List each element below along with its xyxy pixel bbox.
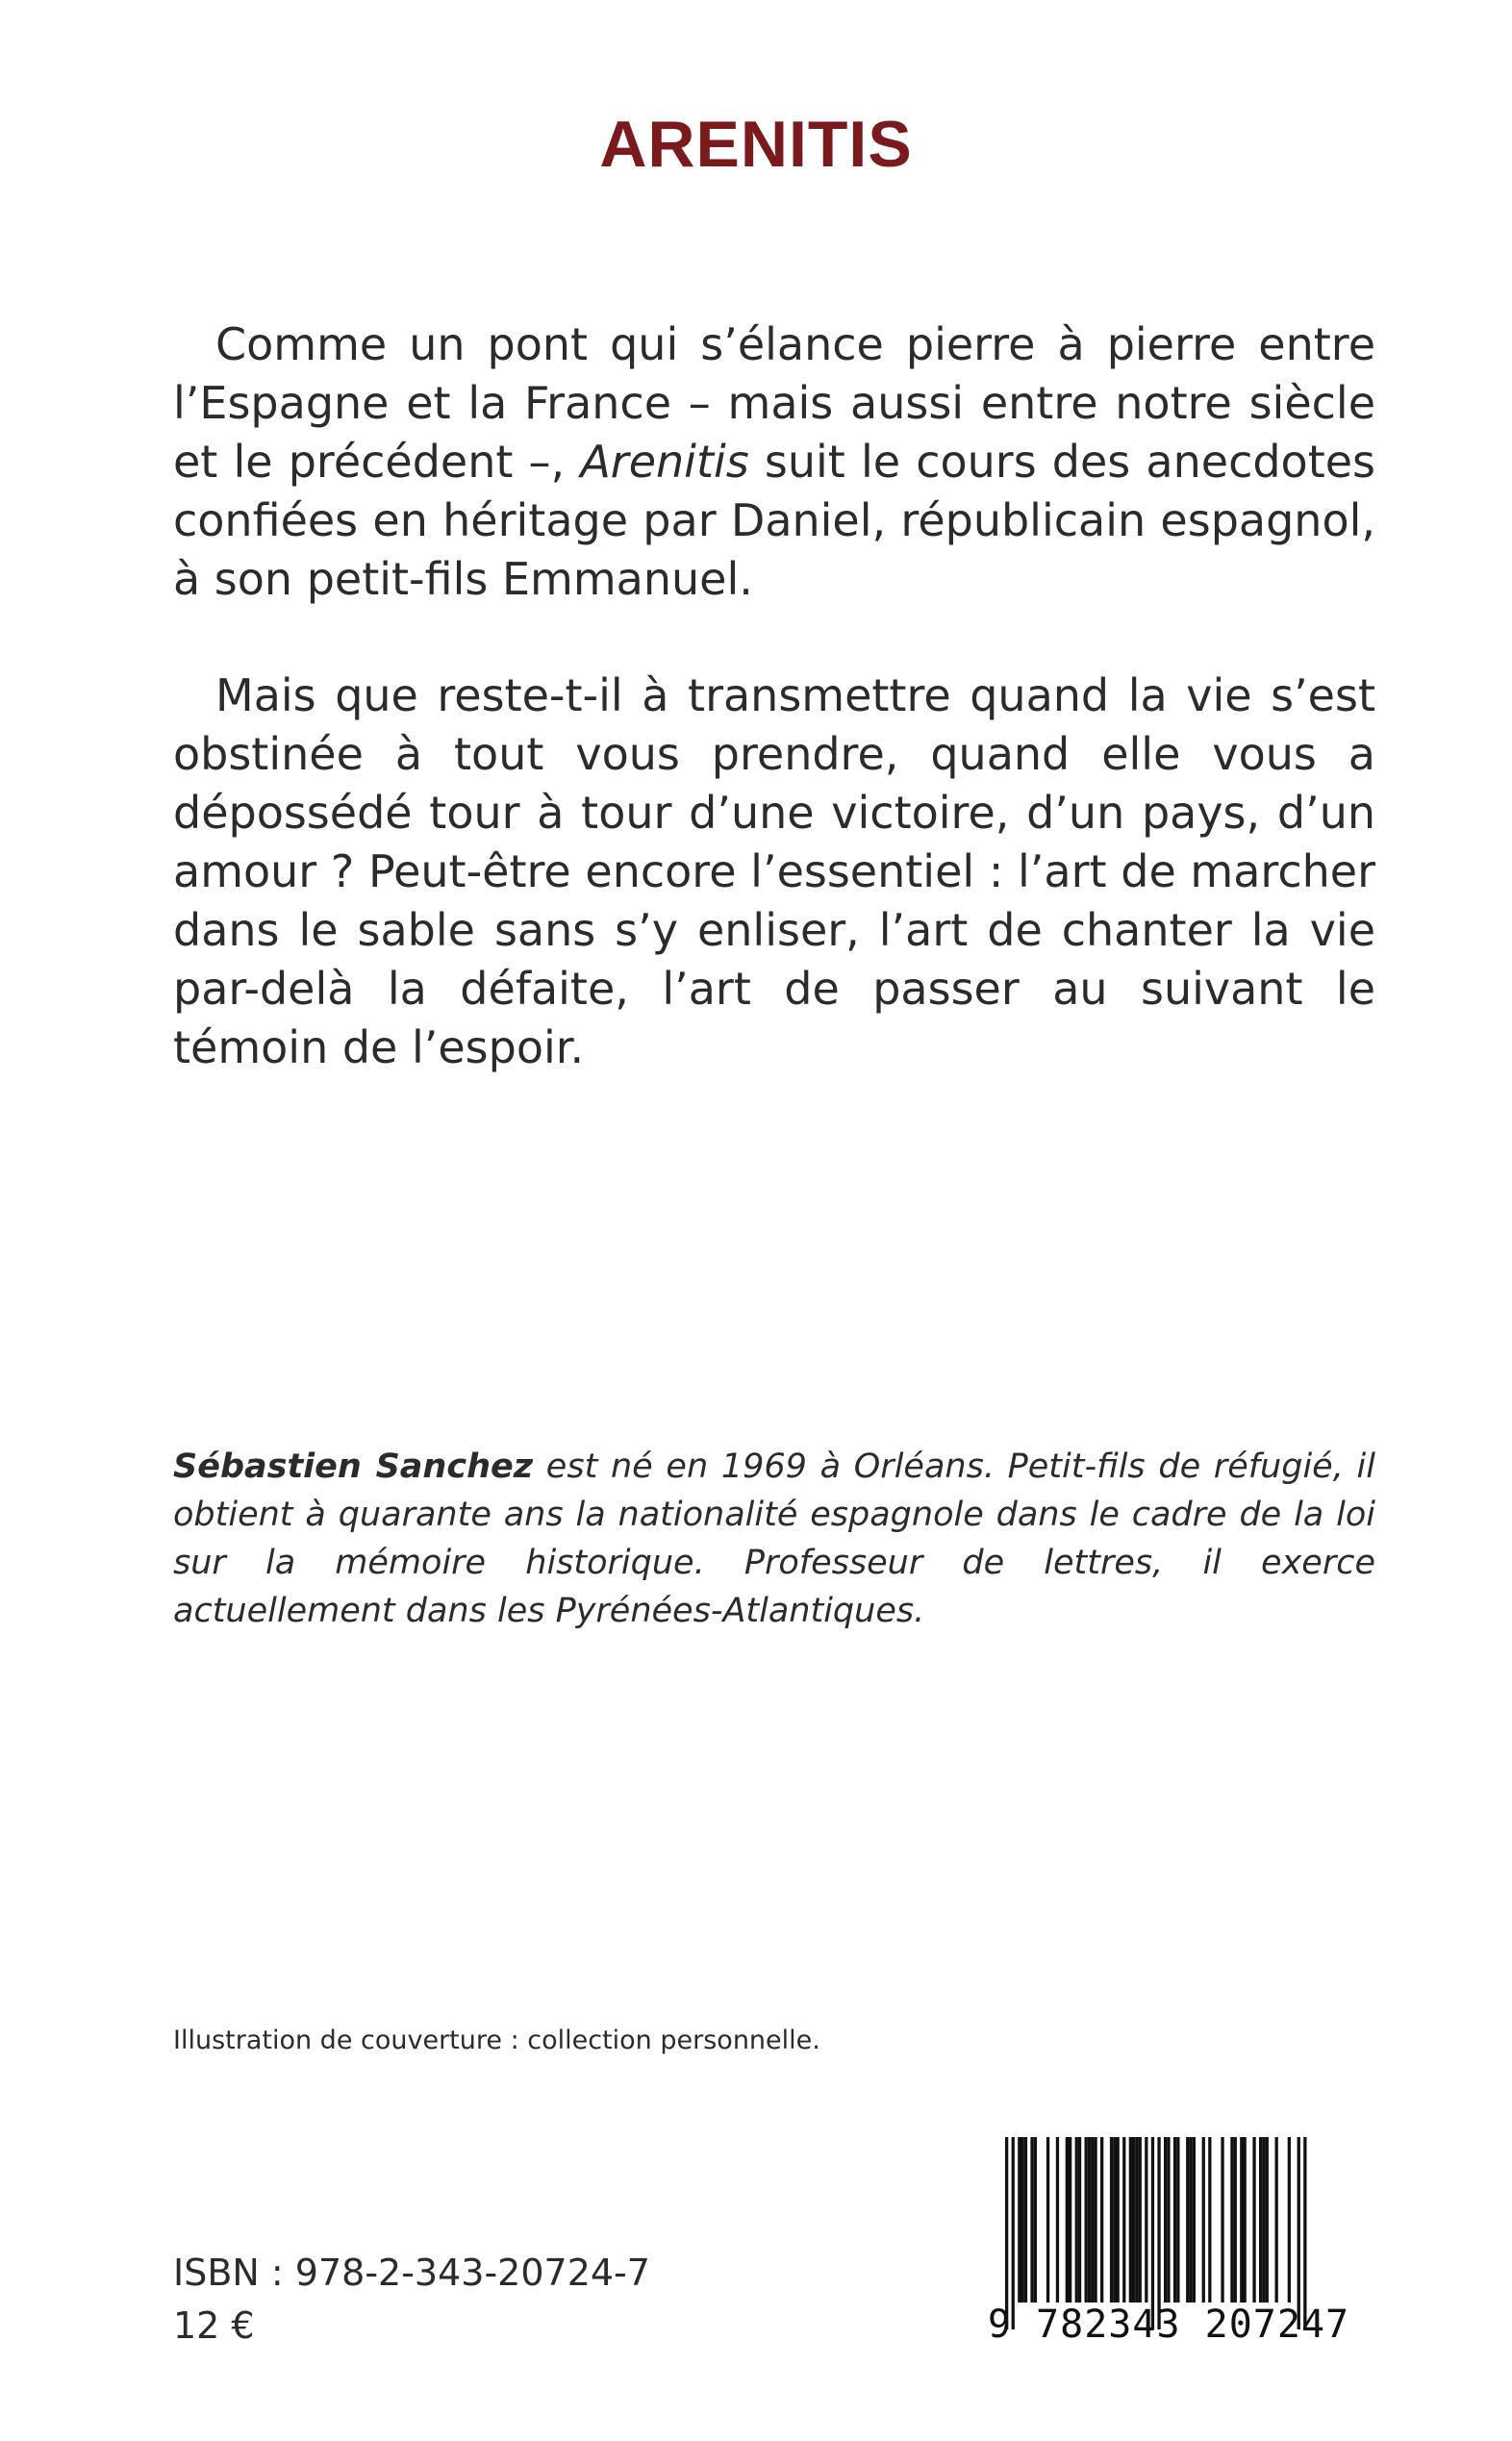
barcode-bar <box>1145 2137 1147 2303</box>
isbn-label: ISBN : 978-2-343-20724-7 <box>173 2252 650 2294</box>
barcode-bar <box>1066 2137 1069 2303</box>
barcode-bar <box>1075 2137 1078 2303</box>
blurb-paragraph-1 <box>173 315 1375 609</box>
barcode-bar <box>1266 2137 1269 2303</box>
barcode-bar <box>1259 2137 1262 2303</box>
barcode-bar <box>1202 2137 1205 2303</box>
barcode-bar <box>1030 2137 1033 2303</box>
barcode-bar <box>1024 2137 1027 2303</box>
barcode-bar <box>1113 2137 1116 2303</box>
blurb-p1-end: suit le cours des anecdotes confiées en héritage par Daniel, républicain espagnol, à son petit-fils Emmanuel. <box>173 436 1376 605</box>
author-name: Sébastien Sanchez <box>173 1447 534 1486</box>
barcode-bar <box>1021 2137 1024 2303</box>
barcode-bar <box>1069 2137 1071 2303</box>
barcode-bar <box>1110 2137 1113 2303</box>
barcode-bar <box>1122 2137 1125 2303</box>
barcode-bar <box>1262 2137 1265 2303</box>
barcode-bar <box>1234 2137 1237 2303</box>
barcode-bar <box>1189 2137 1192 2303</box>
barcode-digits: 9 782343 207247 <box>987 2303 1350 2347</box>
book-title: ARENITIS <box>599 108 913 181</box>
barcode-bar <box>1135 2137 1138 2303</box>
barcode-bar <box>1164 2137 1167 2303</box>
barcode-bar <box>1078 2137 1081 2303</box>
barcode-bar <box>1240 2137 1243 2303</box>
barcode-bar <box>1046 2137 1049 2303</box>
author-bio <box>173 1443 1375 1635</box>
barcode-bar <box>1230 2137 1233 2303</box>
barcode-bar <box>1186 2137 1189 2303</box>
cover-illustration-credit: Illustration de couverture : collection personnelle. <box>173 2026 820 2055</box>
barcode-bar <box>1094 2137 1096 2303</box>
barcode-bar <box>1091 2137 1094 2303</box>
blurb-paragraph-2: Mais que reste-t-il à transmettre quand la vie s’est obstinée à tout vous prendre, quand elle vous a dépossédé tour à tour d’une victoire, d’un pays, d’un amour ? Peut-être encore l’essentiel : l’art de marcher dans le sable sans s’y enliser, l’art de chanter la vie par-delà la défaite, l’art de passer au suivant le témoin de l’espoir. <box>173 669 1375 1073</box>
barcode-bar <box>1244 2137 1247 2303</box>
price-label: 12 € <box>173 2304 255 2347</box>
barcode-bar <box>1167 2137 1170 2303</box>
barcode-bar <box>1252 2137 1255 2303</box>
author-bio-text: est né en 1969 à Orléans. Petit-fils de réfugié, il obtient à quarante ans la nationalité espagnole dans le cadre de la loi sur la mémoire historique. Professeur de lettres, il exerce actuellement dans les Pyrénées-Atlantiques. <box>173 1447 1375 1630</box>
barcode-bar <box>1288 2137 1291 2303</box>
barcode-bar <box>1129 2137 1132 2303</box>
barcode-bar <box>1208 2137 1211 2303</box>
barcode-bar <box>1139 2137 1142 2303</box>
barcode-bar <box>1173 2137 1176 2303</box>
barcode-bar <box>1018 2137 1021 2303</box>
barcode-bar <box>1275 2137 1278 2303</box>
barcode-bar <box>1088 2137 1091 2303</box>
barcode-bar <box>1221 2137 1223 2303</box>
barcode-bar <box>1132 2137 1135 2303</box>
barcode-bar <box>1176 2137 1179 2303</box>
barcode-bar <box>1034 2137 1037 2303</box>
barcode-bar <box>1056 2137 1059 2303</box>
barcode-bar <box>1085 2137 1088 2303</box>
barcode-bar <box>1100 2137 1103 2303</box>
barcode-bar <box>1193 2137 1196 2303</box>
blurb-p1-title-italic: Arenitis <box>580 436 749 488</box>
blurb-p1-start: Comme un pont qui s’élance pierre à pierre entre l’Espagne et la France – mais aussi entre notre siècle et le précédent –, <box>173 318 1375 488</box>
barcode-bar <box>1117 2137 1120 2303</box>
